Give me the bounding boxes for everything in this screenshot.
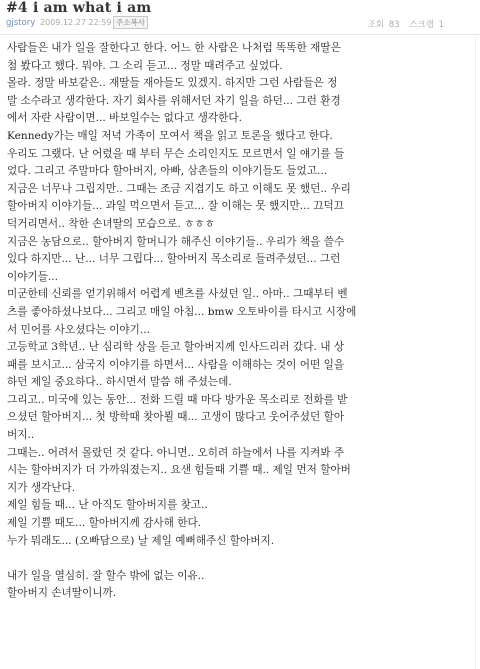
body-line: 미군한테 신뢰를 얻기위해서 어렵게 벤츠를 사셨던 일.. 아마.. 그때부터 벤 [7,288,348,301]
body-line: 고등학교 3학년.. 난 심리학 상을 듣고 할아버지께 인사드리러 갔다. 내 상 [7,341,345,354]
post-title: #4 i am what i am [6,0,152,16]
body-line: 시는 할아버지가 더 가까워졌는지.. 요샌 힘들때 기쁠 때.. 제일 먼저 할아버 [7,464,351,477]
body-line: 첨 봤다고 했다. 뭐야. 그 소리 듣고... 정말 때려주고 싶었다. [7,59,283,72]
body-line: 할아버지 손녀딸이니까. [7,587,117,600]
body-line: 그때는.. 어려서 몰랐던 것 같다. 아니면.. 오히려 하늘에서 나를 지켜봐 주 [7,446,345,459]
content-edge-line [475,36,476,669]
views-label: 조회 [367,20,384,30]
body-line: 제일 기쁠 때도... 할아버지께 감사해 한다. [7,517,202,530]
post-meta [0,14,480,34]
body-line: 이야기들... [7,270,59,283]
body-line: 사람들은 내가 일을 잘한다고 한다. 어느 한 사람은 나처럼 똑똑한 재딸은 [7,42,341,54]
body-line: 서 민어를 사오셨다는 이야기... [7,323,151,336]
body-line: 그리고.. 미국에 있는 동안... 전화 드릴 때 마다 방가운 목소리로 전화를 받 [7,393,348,406]
post-body [7,40,459,603]
body-line: 누가 뭐래도... (오빠담으로) 날 제일 예뻐해주신 할아버지. [7,534,275,547]
post-date: 2009.12.27 22:59 [40,18,112,27]
body-line: 었다. 그리고 주말마다 할아버지, 아빠, 삼촌들의 이야기들도 들었고... [7,165,328,178]
body-line: 할아버지 이야기들... 과일 먹으면서 듣고... 잘 이해는 못 했지만... 끄덕끄 [7,200,344,213]
body-line: 으셨던 할아버지... 첫 방학때 찾아뵐 때... 고생이 많다고 웃어주셨던 할아 [7,411,345,424]
body-line: 버지.. [7,429,35,442]
body-line: 에서 자란 사람이면... 바보일수는 없다고 생각한다. [7,112,242,125]
body-line: 내가 일을 열심히. 잘 할수 밖에 없는 이유.. [7,569,205,582]
views-count: 83 [388,20,400,30]
body-line: 우리도 그랬다. 난 어렸을 때 부터 무슨 소리인지도 모르면서 일 얘기를 들 [7,147,345,160]
scraps-count: 1 [438,20,444,30]
body-line: 하던 제일 중요하다.. 하시면서 말씀 해 주셨는데. [7,376,232,389]
post-stats [366,18,444,30]
paragraph-spacer [7,550,459,568]
body-line: 덕거리면서.. 착한 손녀딸의 모습으로. ㅎㅎㅎ [7,217,215,230]
copy-address-button[interactable]: 주소복사 [113,16,148,29]
body-line: Kennedy가는 매일 저녁 가족이 모여서 책을 읽고 토론을 했다고 한다. [7,129,333,142]
author-link[interactable]: gjstory [6,18,36,28]
body-line: 패를 보시고... 삼국지 이야기를 하면서... 사람을 이해하는 것이 어떤 일을 [7,358,345,371]
body-line: 츠를 좋아하셨나보다... 그리고 매일 아침... bmw 오토바이를 타시고 시장에 [7,305,357,318]
header-divider [0,34,480,35]
body-line: 지가 생각난다. [7,481,76,494]
body-line: 말 소수라고 생각한다. 자기 회사를 위해서던 자기 일을 하던... 그런 환경 [7,94,341,107]
body-line: 제일 힘들 때... 난 아직도 할아버지를 찾고.. [7,499,208,512]
scraps-label: 스크랩 [409,20,434,30]
body-line: 몰라. 정말 바보같은.. 재딸들 재아들도 있겠지. 하지만 그런 사람들은 정 [7,77,338,90]
body-line: 지금은 너무나 그립지만.. 그때는 조금 지겹기도 하고 이해도 못 했던.. 우리 [7,182,351,195]
body-line: 있다 하지만... 난... 너무 그립다... 할아버지 목소리로 들려주셨던... 그런 [7,253,341,266]
body-line: 지금은 농담으로.. 할아버지 할머니가 해주신 이야기들.. 우리가 책을 쓸수 [7,235,345,248]
